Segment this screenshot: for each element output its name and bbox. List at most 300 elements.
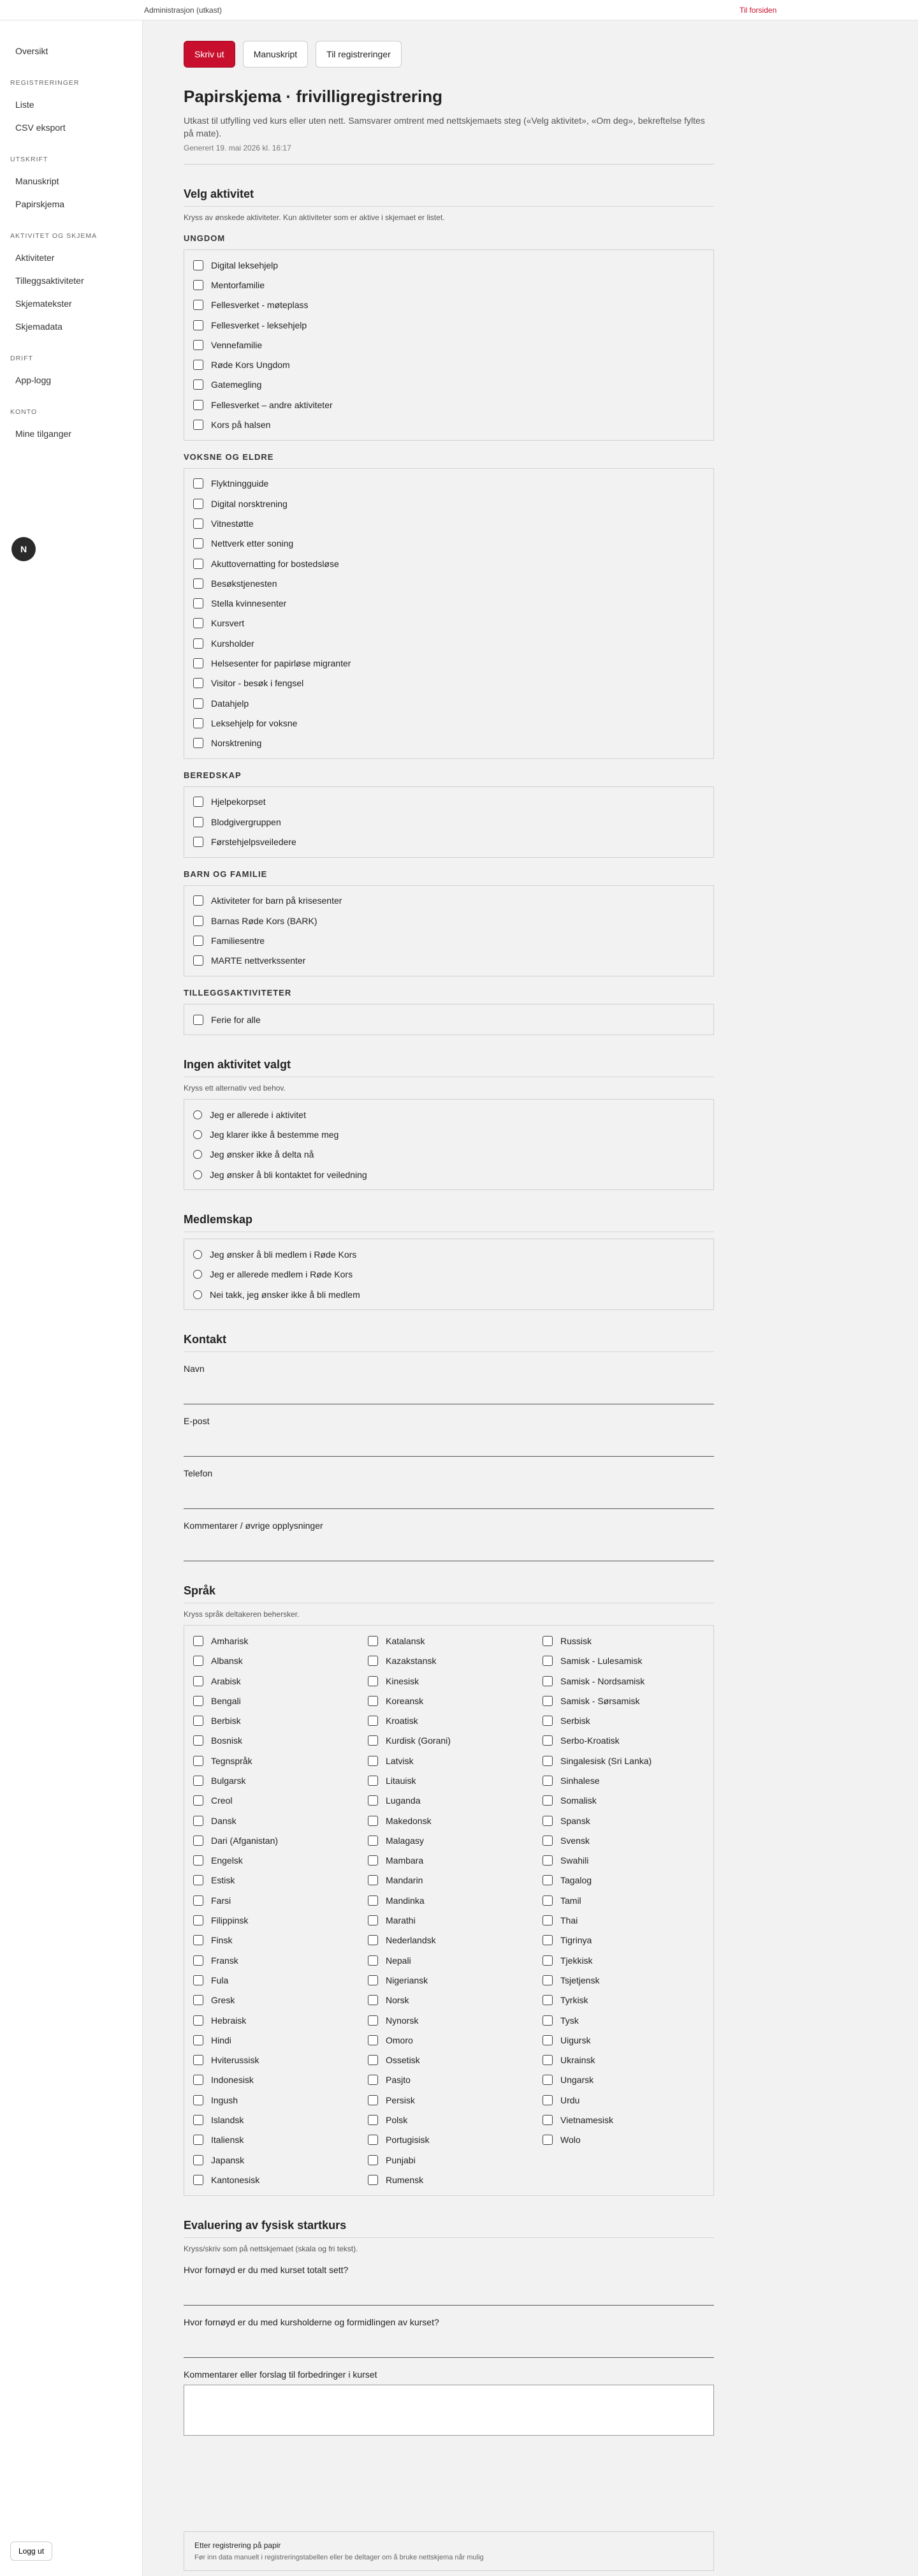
checkbox-icon[interactable] <box>368 1676 378 1686</box>
checkbox-icon[interactable] <box>368 1776 378 1786</box>
checkbox-option[interactable] <box>193 1770 368 1790</box>
checkbox-icon[interactable] <box>368 1716 378 1726</box>
checkbox-icon[interactable] <box>193 837 203 847</box>
option-label: Fellesverket - leksehjelp <box>211 320 307 330</box>
checkbox-icon[interactable] <box>193 519 203 529</box>
checkbox-option[interactable] <box>543 2090 717 2110</box>
activity-help: Kryss av ønskede aktiviteter. Kun aktiviteter som er aktive i skjemaet er listet. <box>184 213 445 222</box>
checkbox-option[interactable] <box>543 2110 717 2130</box>
checkbox-option[interactable] <box>193 375 704 395</box>
checkbox-icon[interactable] <box>193 718 203 728</box>
checkbox-option[interactable] <box>193 1851 368 1871</box>
checkbox-option[interactable] <box>368 1931 543 1950</box>
option-label: Latvisk <box>386 1755 414 1766</box>
checkbox-option[interactable] <box>193 733 704 753</box>
checkbox-option[interactable] <box>193 1791 368 1811</box>
option-label: Helsesenter for papirløse migranter <box>211 658 351 668</box>
checkbox-icon[interactable] <box>543 1795 553 1806</box>
checkbox-icon[interactable] <box>193 260 203 270</box>
checkbox-icon[interactable] <box>193 1676 203 1686</box>
sidebar-item-skjemadata[interactable]: Skjemadata <box>15 321 62 332</box>
checkbox-icon[interactable] <box>543 1895 553 1906</box>
checkbox-option[interactable] <box>193 2090 368 2110</box>
checkbox-option[interactable] <box>193 1671 368 1691</box>
checkbox-option[interactable] <box>193 1691 368 1711</box>
checkbox-option[interactable] <box>193 1950 368 1970</box>
checkbox-icon[interactable] <box>543 1756 553 1766</box>
radio-option[interactable] <box>193 1265 704 1284</box>
checkbox-icon[interactable] <box>193 738 203 748</box>
checkbox-icon[interactable] <box>368 2155 378 2165</box>
option-label: Luganda <box>386 1795 421 1806</box>
checkbox-option[interactable] <box>368 1950 543 1970</box>
checkbox-icon[interactable] <box>193 320 203 330</box>
checkbox-icon[interactable] <box>193 618 203 628</box>
checkbox-icon[interactable] <box>193 2115 203 2125</box>
checkbox-icon[interactable] <box>543 1975 553 1985</box>
checkbox-icon[interactable] <box>368 1636 378 1646</box>
checkbox-option[interactable] <box>543 1711 717 1730</box>
checkbox-option[interactable] <box>193 792 704 812</box>
checkbox-icon[interactable] <box>193 955 203 966</box>
checkbox-option[interactable] <box>193 2010 368 2030</box>
checkbox-option[interactable] <box>543 1970 717 1990</box>
radio-icon[interactable] <box>193 1130 202 1139</box>
radio-icon[interactable] <box>193 1150 202 1159</box>
checkbox-option[interactable] <box>543 1950 717 1970</box>
print-button[interactable]: Skriv ut <box>184 41 235 68</box>
checkbox-option[interactable] <box>193 832 704 851</box>
checkbox-icon[interactable] <box>368 1995 378 2005</box>
sidebar-item-app-logg[interactable]: App-logg <box>15 375 52 385</box>
sidebar-item-aktiviteter[interactable]: Aktiviteter <box>15 253 55 263</box>
email-input[interactable] <box>184 1426 714 1457</box>
checkbox-option[interactable] <box>368 2130 543 2150</box>
checkbox-icon[interactable] <box>193 1756 203 1766</box>
checkbox-option[interactable] <box>368 2170 543 2190</box>
option-label: Familiesentre <box>211 935 265 946</box>
checkbox-option[interactable] <box>193 891 704 911</box>
checkbox-option[interactable] <box>543 1651 717 1671</box>
toolbar <box>184 41 714 68</box>
checkbox-icon[interactable] <box>543 1636 553 1646</box>
checkbox-option[interactable] <box>368 1811 543 1830</box>
checkbox-option[interactable] <box>543 1851 717 1871</box>
checkbox-icon[interactable] <box>193 2135 203 2145</box>
checkbox-icon[interactable] <box>193 1636 203 1646</box>
checkbox-icon[interactable] <box>193 1696 203 1706</box>
checkbox-icon[interactable] <box>543 1696 553 1706</box>
checkbox-icon[interactable] <box>193 1656 203 1666</box>
checkbox-icon[interactable] <box>368 1696 378 1706</box>
checkbox-icon[interactable] <box>368 1756 378 1766</box>
checkbox-option[interactable] <box>193 713 704 733</box>
checkbox-option[interactable] <box>193 633 704 653</box>
checkbox-option[interactable] <box>543 2070 717 2090</box>
checkbox-icon[interactable] <box>368 2135 378 2145</box>
checkbox-option[interactable] <box>193 1731 368 1751</box>
checkbox-option[interactable] <box>193 275 704 295</box>
checkbox-option[interactable] <box>368 1890 543 1910</box>
option-label: Tyrkisk <box>560 1995 588 2006</box>
checkbox-option[interactable] <box>368 1991 543 2010</box>
option-label: Uigursk <box>560 2035 591 2045</box>
checkbox-icon[interactable] <box>193 916 203 926</box>
checkbox-icon[interactable] <box>543 1716 553 1726</box>
option-label: Røde Kors Ungdom <box>211 360 290 371</box>
checkbox-option[interactable] <box>193 2070 368 2090</box>
checkbox-icon[interactable] <box>543 2015 553 2026</box>
checkbox-option[interactable] <box>543 2010 717 2030</box>
checkbox-icon[interactable] <box>193 1735 203 1746</box>
option-label: Spansk <box>560 1815 590 1826</box>
logout-button[interactable]: Logg ut <box>10 2542 52 2561</box>
checkbox-option[interactable] <box>543 1691 717 1711</box>
checkbox-icon[interactable] <box>193 1915 203 1925</box>
avatar[interactable]: N <box>11 537 36 561</box>
checkbox-option[interactable] <box>193 951 704 971</box>
checkbox-option[interactable] <box>193 911 704 931</box>
checkbox-option[interactable] <box>543 2130 717 2150</box>
checkbox-icon[interactable] <box>193 598 203 608</box>
checkbox-option[interactable] <box>543 1931 717 1950</box>
checkbox-option[interactable] <box>368 1910 543 1930</box>
checkbox-icon[interactable] <box>193 300 203 310</box>
checkbox-icon[interactable] <box>193 1836 203 1846</box>
checkbox-icon[interactable] <box>368 2035 378 2045</box>
checkbox-option[interactable] <box>193 614 704 633</box>
activity-group-title: UNGDOM <box>184 233 226 243</box>
radio-icon[interactable] <box>193 1270 202 1279</box>
checkbox-icon[interactable] <box>368 1975 378 1985</box>
checkbox-icon[interactable] <box>193 340 203 350</box>
checkbox-icon[interactable] <box>193 1816 203 1826</box>
checkbox-icon[interactable] <box>193 1895 203 1906</box>
checkbox-icon[interactable] <box>193 678 203 688</box>
checkbox-icon[interactable] <box>543 1676 553 1686</box>
checkbox-option[interactable] <box>193 2130 368 2150</box>
checkbox-option[interactable] <box>368 1851 543 1871</box>
checkbox-icon[interactable] <box>368 1816 378 1826</box>
checkbox-option[interactable] <box>193 494 704 513</box>
footer-note <box>184 2531 714 2571</box>
option-label: Creol <box>211 1795 233 1806</box>
checkbox-icon[interactable] <box>193 559 203 569</box>
checkbox-option[interactable] <box>193 1890 368 1910</box>
checkbox-icon[interactable] <box>543 1875 553 1885</box>
checkbox-option[interactable] <box>193 2050 368 2070</box>
comments-input[interactable] <box>184 1531 714 1561</box>
email-field <box>184 1416 714 1457</box>
option-label: Flyktningguide <box>211 478 269 489</box>
checkbox-option[interactable] <box>193 1871 368 1890</box>
checkbox-option[interactable] <box>368 1970 543 1990</box>
checkbox-icon[interactable] <box>193 658 203 668</box>
phone-label: Telefon <box>184 1468 213 1479</box>
checkbox-icon[interactable] <box>193 1955 203 1966</box>
radio-option[interactable] <box>193 1165 704 1184</box>
checkbox-icon[interactable] <box>193 2035 203 2045</box>
checkbox-option[interactable] <box>543 1731 717 1751</box>
checkbox-icon[interactable] <box>368 1656 378 1666</box>
option-label: Malagasy <box>386 1835 424 1846</box>
checkbox-icon[interactable] <box>368 1915 378 1925</box>
checkbox-option[interactable] <box>368 1711 543 1730</box>
checkbox-option[interactable] <box>193 1830 368 1850</box>
checkbox-option[interactable] <box>368 1731 543 1751</box>
checkbox-icon[interactable] <box>368 2015 378 2026</box>
checkbox-icon[interactable] <box>368 1836 378 1846</box>
checkbox-option[interactable] <box>193 1711 368 1730</box>
checkbox-option[interactable] <box>193 1010 704 1029</box>
sidebar-item-papirskjema[interactable]: Papirskjema <box>15 199 65 209</box>
checkbox-option[interactable] <box>193 2030 368 2050</box>
activity-group-box <box>184 249 714 441</box>
checkbox-option[interactable] <box>193 415 704 434</box>
checkbox-option[interactable] <box>368 1671 543 1691</box>
option-label: Jeg ønsker å bli medlem i Røde Kors <box>210 1249 357 1260</box>
checkbox-icon[interactable] <box>193 1935 203 1945</box>
checkbox-option[interactable] <box>193 355 704 374</box>
sidebar-item-liste[interactable]: Liste <box>15 99 34 110</box>
checkbox-icon[interactable] <box>543 1656 553 1666</box>
checkbox-icon[interactable] <box>193 360 203 370</box>
checkbox-option[interactable] <box>543 2030 717 2050</box>
checkbox-option[interactable] <box>193 474 704 494</box>
checkbox-icon[interactable] <box>193 1776 203 1786</box>
checkbox-option[interactable] <box>543 1671 717 1691</box>
checkbox-option[interactable] <box>368 1770 543 1790</box>
checkbox-icon[interactable] <box>193 936 203 946</box>
checkbox-icon[interactable] <box>193 280 203 290</box>
checkbox-icon[interactable] <box>193 1716 203 1726</box>
checkbox-icon[interactable] <box>543 1836 553 1846</box>
checkbox-icon[interactable] <box>368 1955 378 1966</box>
checkbox-option[interactable] <box>543 2050 717 2070</box>
checkbox-icon[interactable] <box>193 538 203 548</box>
checkbox-option[interactable] <box>368 2010 543 2030</box>
checkbox-option[interactable] <box>543 1631 717 1651</box>
checkbox-option[interactable] <box>193 1631 368 1651</box>
checkbox-option[interactable] <box>368 1830 543 1850</box>
checkbox-option[interactable] <box>368 2050 543 2070</box>
radio-icon[interactable] <box>193 1110 202 1119</box>
option-label: Omoro <box>386 2035 413 2045</box>
checkbox-icon[interactable] <box>193 400 203 410</box>
radio-option[interactable] <box>193 1125 704 1145</box>
option-label: MARTE nettverkssenter <box>211 955 306 966</box>
checkbox-option[interactable] <box>543 1890 717 1910</box>
activity-group-title: VOKSNE OG ELDRE <box>184 452 274 462</box>
radio-option[interactable] <box>193 1105 704 1124</box>
checkbox-option[interactable] <box>193 1811 368 1830</box>
home-link[interactable]: Til forsiden <box>740 6 777 15</box>
registrations-button[interactable]: Til registreringer <box>316 41 402 68</box>
checkbox-option[interactable] <box>193 395 704 415</box>
checkbox-icon[interactable] <box>193 1855 203 1866</box>
checkbox-icon[interactable] <box>368 1795 378 1806</box>
checkbox-icon[interactable] <box>193 797 203 807</box>
eval-q2-input[interactable] <box>184 2327 714 2358</box>
sidebar-item-mine-tilganger[interactable]: Mine tilganger <box>15 429 71 439</box>
checkbox-option[interactable] <box>368 1691 543 1711</box>
checkbox-icon[interactable] <box>543 1955 553 1966</box>
checkbox-option[interactable] <box>368 1871 543 1890</box>
sidebar-section-label: DRIFT <box>10 355 33 362</box>
checkbox-icon[interactable] <box>368 2095 378 2105</box>
checkbox-icon[interactable] <box>543 1915 553 1925</box>
checkbox-icon[interactable] <box>368 1875 378 1885</box>
checkbox-icon[interactable] <box>193 499 203 509</box>
radio-icon[interactable] <box>193 1170 202 1179</box>
checkbox-option[interactable] <box>368 1631 543 1651</box>
checkbox-icon[interactable] <box>368 1735 378 1746</box>
checkbox-option[interactable] <box>193 1991 368 2010</box>
checkbox-option[interactable] <box>368 2090 543 2110</box>
checkbox-option[interactable] <box>543 1811 717 1830</box>
eval-q1-input[interactable] <box>184 2275 714 2306</box>
option-label: Nettverk etter soning <box>211 538 294 549</box>
checkbox-option[interactable] <box>543 1830 717 1850</box>
checkbox-icon[interactable] <box>193 379 203 390</box>
radio-option[interactable] <box>193 1284 704 1304</box>
sidebar-item-oversikt[interactable]: Oversikt <box>15 46 48 56</box>
sidebar-item-manuskript[interactable]: Manuskript <box>15 176 59 186</box>
checkbox-option[interactable] <box>543 1910 717 1930</box>
page-title: Papirskjema · frivilligregistrering <box>184 87 443 106</box>
eval-q2-label: Hvor fornøyd er du med kursholderne og formidlingen av kurset? <box>184 2316 439 2327</box>
checkbox-icon[interactable] <box>543 2115 553 2125</box>
sidebar-item-csv-eksport[interactable]: CSV eksport <box>15 122 66 133</box>
option-label: Islandsk <box>211 2115 244 2126</box>
checkbox-icon[interactable] <box>543 2055 553 2065</box>
checkbox-option[interactable] <box>543 1751 717 1770</box>
checkbox-icon[interactable] <box>193 1995 203 2005</box>
checkbox-option[interactable] <box>368 1651 543 1671</box>
checkbox-icon[interactable] <box>193 2055 203 2065</box>
checkbox-option[interactable] <box>193 593 704 613</box>
checkbox-icon[interactable] <box>193 478 203 489</box>
checkbox-option[interactable] <box>193 315 704 335</box>
radio-option[interactable] <box>193 1145 704 1165</box>
checkbox-option[interactable] <box>193 1910 368 1930</box>
radio-icon[interactable] <box>193 1290 202 1299</box>
checkbox-option[interactable] <box>368 2070 543 2090</box>
script-button[interactable]: Manuskript <box>243 41 308 68</box>
checkbox-icon[interactable] <box>543 2135 553 2145</box>
checkbox-option[interactable] <box>193 1970 368 1990</box>
checkbox-option[interactable] <box>193 573 704 593</box>
checkbox-option[interactable] <box>193 1751 368 1770</box>
checkbox-icon[interactable] <box>368 2175 378 2185</box>
option-label: Rumensk <box>386 2174 424 2185</box>
checkbox-icon[interactable] <box>193 895 203 906</box>
checkbox-option[interactable] <box>193 812 704 832</box>
checkbox-icon[interactable] <box>193 2015 203 2026</box>
checkbox-option[interactable] <box>543 1871 717 1890</box>
checkbox-option[interactable] <box>368 2150 543 2170</box>
checkbox-icon[interactable] <box>543 1776 553 1786</box>
checkbox-icon[interactable] <box>193 817 203 827</box>
checkbox-icon[interactable] <box>543 1935 553 1945</box>
checkbox-icon[interactable] <box>543 1816 553 1826</box>
checkbox-icon[interactable] <box>193 420 203 430</box>
checkbox-option[interactable] <box>193 2170 368 2190</box>
checkbox-icon[interactable] <box>193 1015 203 1025</box>
name-input[interactable] <box>184 1374 714 1404</box>
checkbox-option[interactable] <box>193 693 704 713</box>
checkbox-option[interactable] <box>193 255 704 275</box>
checkbox-icon[interactable] <box>193 698 203 709</box>
option-label: Marathi <box>386 1915 416 1926</box>
checkbox-icon[interactable] <box>193 1975 203 1985</box>
sidebar-item-tilleggsaktiviteter[interactable]: Tilleggsaktiviteter <box>15 276 84 286</box>
name-label: Navn <box>184 1364 205 1374</box>
checkbox-option[interactable] <box>543 1991 717 2010</box>
checkbox-icon[interactable] <box>368 2115 378 2125</box>
checkbox-option[interactable] <box>543 1770 717 1790</box>
checkbox-icon[interactable] <box>193 1795 203 1806</box>
option-label: Hjelpekorpset <box>211 797 266 807</box>
checkbox-icon[interactable] <box>368 1935 378 1945</box>
eval-q3-textarea[interactable] <box>184 2385 714 2436</box>
checkbox-icon[interactable] <box>368 2055 378 2065</box>
checkbox-option[interactable] <box>193 335 704 355</box>
checkbox-icon[interactable] <box>193 638 203 649</box>
checkbox-option[interactable] <box>193 653 704 673</box>
option-label: Mandinka <box>386 1895 425 1906</box>
checkbox-option[interactable] <box>543 1791 717 1811</box>
checkbox-option[interactable] <box>193 534 704 554</box>
checkbox-icon[interactable] <box>543 1995 553 2005</box>
checkbox-icon[interactable] <box>193 2095 203 2105</box>
option-label: Ungarsk <box>560 2075 594 2086</box>
checkbox-option[interactable] <box>368 1791 543 1811</box>
checkbox-icon[interactable] <box>543 1735 553 1746</box>
checkbox-option[interactable] <box>368 2110 543 2130</box>
checkbox-option[interactable] <box>368 2030 543 2050</box>
phone-input[interactable] <box>184 1478 714 1509</box>
checkbox-option[interactable] <box>368 1751 543 1770</box>
checkbox-icon[interactable] <box>193 1875 203 1885</box>
checkbox-option[interactable] <box>193 931 704 950</box>
checkbox-icon[interactable] <box>368 2075 378 2085</box>
radio-icon[interactable] <box>193 1250 202 1259</box>
checkbox-icon[interactable] <box>368 1895 378 1906</box>
option-label: Nynorsk <box>386 2015 419 2026</box>
language-help: Kryss språk deltakeren behersker. <box>184 1610 300 1619</box>
checkbox-option[interactable] <box>193 295 704 315</box>
checkbox-option[interactable] <box>193 2150 368 2170</box>
checkbox-option[interactable] <box>193 1651 368 1671</box>
sidebar-item-skjematekster[interactable]: Skjematekster <box>15 298 72 309</box>
checkbox-icon[interactable] <box>193 2155 203 2165</box>
checkbox-icon[interactable] <box>543 2095 553 2105</box>
checkbox-icon[interactable] <box>543 1855 553 1866</box>
checkbox-option[interactable] <box>193 673 704 693</box>
checkbox-option[interactable] <box>193 2110 368 2130</box>
checkbox-icon[interactable] <box>368 1855 378 1866</box>
checkbox-icon[interactable] <box>543 2075 553 2085</box>
checkbox-icon[interactable] <box>193 2075 203 2085</box>
checkbox-option[interactable] <box>193 513 704 533</box>
checkbox-icon[interactable] <box>193 2175 203 2185</box>
checkbox-icon[interactable] <box>193 578 203 589</box>
radio-option[interactable] <box>193 1244 704 1264</box>
checkbox-option[interactable] <box>193 1931 368 1950</box>
checkbox-option[interactable] <box>193 554 704 573</box>
checkbox-icon[interactable] <box>543 2035 553 2045</box>
